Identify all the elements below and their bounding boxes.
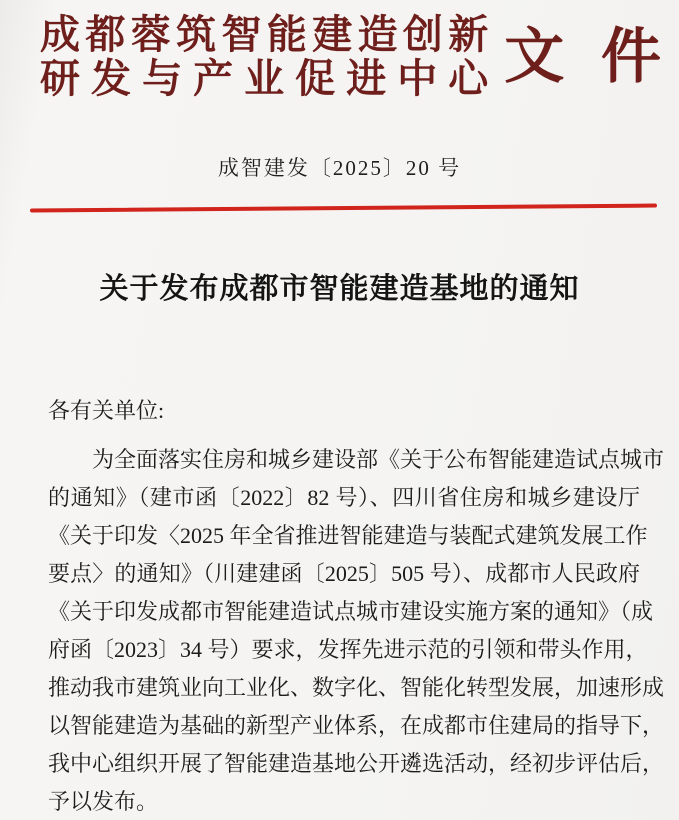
paragraph-line: 《关于印发成都市智能建造试点城市建设实施方案的通知》（成 — [48, 599, 654, 624]
paragraph-line: 予以发布。 — [48, 789, 159, 814]
paragraph-line: 我中心组织开展了智能建造基地公开遴选活动，经初步评估后， — [48, 751, 665, 776]
document-word: 文件 — [504, 24, 661, 90]
paragraph-line: 为全面落实住房和城乡建设部《关于公布智能建造试点城市 — [92, 447, 665, 472]
paragraph-line: 《关于印发〈2025 年全省推进智能建造与装配式建筑发展工作 — [48, 523, 648, 548]
org-name-line2: 研发与产业促进中心 — [40, 56, 489, 101]
paragraph-line: 要点〉的通知》（川建建函〔2025〕505 号）、成都市人民政府 — [48, 561, 640, 586]
body-paragraph — [48, 441, 665, 820]
paragraph-line: 以智能建造为基础的新型产业体系，在成都市住建局的指导下， — [48, 713, 665, 738]
salutation: 各有关单位: — [48, 398, 165, 423]
paragraph-line: 的通知》（建市函〔2022〕82 号）、四川省住房和城乡建设厅 — [48, 485, 640, 510]
paragraph-line: 府函〔2023〕34 号）要求，发挥先进示范的引领和带头作用， — [48, 637, 648, 662]
red-divider-line — [30, 204, 657, 213]
document-title: 关于发布成都市智能建造基地的通知 — [99, 273, 580, 305]
document-reference-number: 成智建发〔2025〕20 号 — [217, 156, 462, 180]
document-letterhead — [40, 13, 661, 101]
paragraph-line: 推动我市建筑业向工业化、数字化、智能化转型发展，加速形成 — [48, 675, 665, 700]
issuing-org-name — [40, 13, 488, 101]
org-name-line1: 成都蓉筑智能建造创新 — [40, 12, 489, 57]
